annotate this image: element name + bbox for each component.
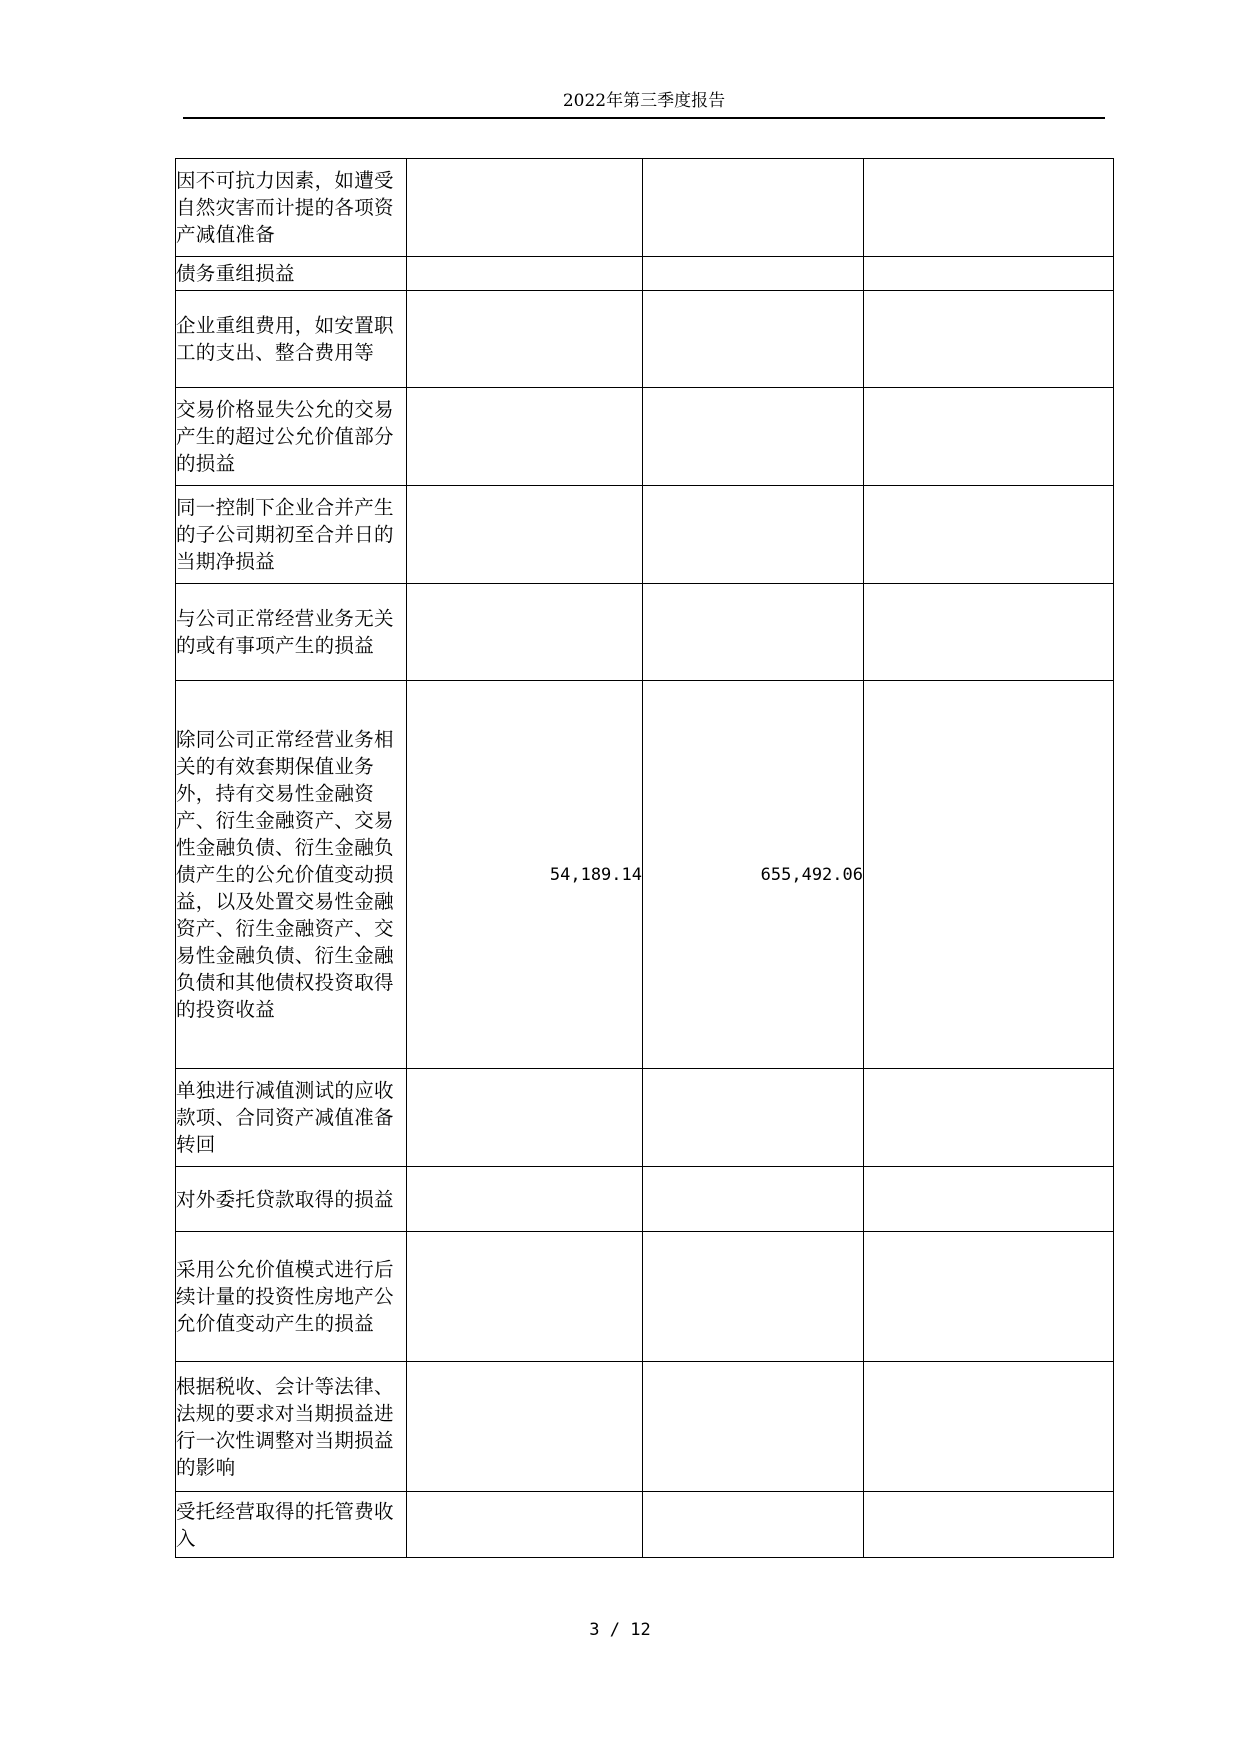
table-row [176, 388, 1114, 486]
amount-cell [643, 1362, 864, 1492]
note-cell [864, 257, 1114, 291]
note-cell [864, 1492, 1114, 1558]
amount-cell [643, 584, 864, 681]
table-row [176, 681, 1114, 1069]
note-cell [864, 1069, 1114, 1167]
non-recurring-items-table [175, 158, 1114, 1558]
item-label: 同一控制下企业合并产生的子公司期初至合并日的当期净损益 [176, 486, 407, 584]
amount-cell [643, 1492, 864, 1558]
amount-cell [643, 291, 864, 388]
note-cell [864, 1232, 1114, 1362]
amount-cell [643, 159, 864, 257]
amount-cell: 655,492.06 [643, 681, 864, 1069]
item-label: 根据税收、会计等法律、法规的要求对当期损益进行一次性调整对当期损益的影响 [176, 1362, 407, 1492]
page-number: 3 / 12 [589, 1620, 651, 1640]
item-label: 单独进行减值测试的应收款项、合同资产减值准备转回 [176, 1069, 407, 1167]
table-row [176, 1232, 1114, 1362]
note-cell [864, 1167, 1114, 1232]
amount-cell [643, 486, 864, 584]
item-label: 债务重组损益 [176, 257, 407, 291]
amount-cell [407, 1492, 643, 1558]
amount-cell [407, 1232, 643, 1362]
amount-cell [407, 1362, 643, 1492]
amount-cell [407, 159, 643, 257]
report-title: 2022年第三季度报告 [562, 91, 726, 111]
amount-cell [407, 1167, 643, 1232]
amount-cell [643, 1167, 864, 1232]
item-label: 采用公允价值模式进行后续计量的投资性房地产公允价值变动产生的损益 [176, 1232, 407, 1362]
page-header [183, 90, 1105, 119]
item-label: 除同公司正常经营业务相关的有效套期保值业务外，持有交易性金融资产、衍生金融资产、交易性金融负债、衍生金融负债产生的公允价值变动损益，以及处置交易性金融资产、衍生金融资产、交易性金融负债、衍生金融负债和其他债权投资取得的投资收益 [176, 681, 407, 1069]
amount-cell [407, 291, 643, 388]
amount-cell [407, 388, 643, 486]
amount-cell [643, 388, 864, 486]
note-cell [864, 584, 1114, 681]
item-label: 因不可抗力因素，如遭受自然灾害而计提的各项资产减值准备 [176, 159, 407, 257]
table-row [176, 159, 1114, 257]
table-row [176, 486, 1114, 584]
table-row [176, 291, 1114, 388]
amount-cell [643, 1232, 864, 1362]
amount-cell [643, 1069, 864, 1167]
note-cell [864, 681, 1114, 1069]
table-row [176, 1362, 1114, 1492]
amount-cell [407, 584, 643, 681]
item-label: 交易价格显失公允的交易产生的超过公允价值部分的损益 [176, 388, 407, 486]
table-row [176, 257, 1114, 291]
note-cell [864, 159, 1114, 257]
amount-cell [407, 486, 643, 584]
table-row [176, 1492, 1114, 1558]
note-cell [864, 388, 1114, 486]
amount-cell [643, 257, 864, 291]
note-cell [864, 1362, 1114, 1492]
amount-cell: 54,189.14 [407, 681, 643, 1069]
amount-cell [407, 1069, 643, 1167]
table-row [176, 584, 1114, 681]
item-label: 与公司正常经营业务无关的或有事项产生的损益 [176, 584, 407, 681]
item-label: 企业重组费用，如安置职工的支出、整合费用等 [176, 291, 407, 388]
amount-cell [407, 257, 643, 291]
table-row [176, 1167, 1114, 1232]
item-label: 对外委托贷款取得的损益 [176, 1167, 407, 1232]
table-row [176, 1069, 1114, 1167]
note-cell [864, 486, 1114, 584]
item-label: 受托经营取得的托管费收入 [176, 1492, 407, 1558]
note-cell [864, 291, 1114, 388]
